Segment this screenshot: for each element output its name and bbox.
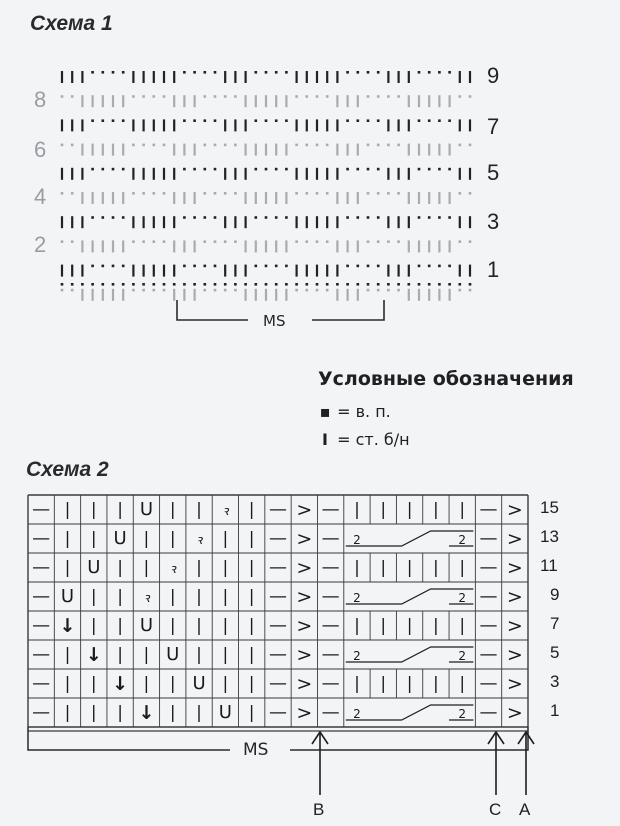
scheme2-cell: — [32,557,51,578]
scheme2-cell: | [459,615,466,636]
scheme2-cell: | [222,586,229,607]
legend-chain-symbol: ▪ [319,402,331,421]
scheme2-cell: > [506,672,523,695]
scheme2-cell: — [32,586,51,607]
legend-chain-text: = в. п. [337,402,391,421]
scheme2-cell: | [117,615,123,636]
scheme2-cell: | [117,557,123,578]
scheme2-cell: — [268,615,287,636]
scheme2-row-3: 3 [550,672,560,691]
scheme2-cell: | [64,557,71,578]
scheme2-cell: | [222,644,229,665]
scheme2-cell: 2 [353,707,361,721]
scheme2-cell: 2 [458,649,467,663]
marker-b: B [313,800,325,819]
legend-sc-text: = ст. б/н [337,430,410,449]
scheme2-cell: | [196,702,202,723]
scheme2-cell: — [268,528,287,549]
scheme1-row-5: 5 [487,160,500,185]
arrow-a [518,732,534,795]
scheme1-ms-label: MS [263,312,286,330]
scheme2-cell: | [143,557,150,578]
scheme2-cell: | [248,557,255,578]
scheme2-cell: U [87,557,101,578]
scheme2-cell: — [321,702,340,723]
scheme2-cell: | [248,673,255,694]
scheme2-cell: ↓ [138,701,155,724]
scheme2-cell: | [64,673,71,694]
scheme1-row-2: 2 [34,232,47,257]
scheme2-cell: | [196,644,202,665]
scheme2-cell: | [354,673,360,694]
scheme2-cell: > [506,701,523,724]
scheme1-row-3: 3 [487,209,500,234]
scheme2-cell: | [222,615,229,636]
scheme2-cell: | [433,673,439,694]
scheme2-cell: 2 [353,533,361,547]
scheme2-cell: | [169,702,176,723]
scheme2-cell: | [248,644,255,665]
scheme2-cell: 2 [458,591,467,605]
scheme2-cell: — [32,499,51,520]
scheme2-cell: 2 [353,649,361,663]
scheme2-cell: — [479,586,498,607]
scheme2-cell: | [117,586,123,607]
scheme2-cell: > [506,585,523,608]
scheme2-cell: | [406,615,413,636]
scheme2-cell: | [90,673,97,694]
scheme2-cell: | [248,499,255,520]
scheme2-cell: | [354,499,360,520]
scheme2-row-7: 7 [550,614,560,633]
scheme2-cable-line [346,531,474,546]
scheme2-cell: — [321,557,340,578]
scheme2-cell: | [64,702,71,723]
scheme2-cable-line [346,647,474,662]
scheme2-cell: ꝛ [195,532,203,548]
scheme2-cell: | [90,499,97,520]
scheme1-row-7: 7 [487,114,500,139]
scheme2-cell: — [321,673,340,694]
scheme2-cell: | [90,615,97,636]
scheme2-row-5: 5 [550,643,560,662]
scheme2-cell: U [139,499,153,520]
scheme2-cell: ↓ [59,614,76,637]
scheme2-cell: | [433,615,439,636]
scheme2-cell: | [90,702,97,723]
scheme2-cell: ↓ [85,643,102,666]
scheme2-cell: > [296,672,313,695]
scheme2-cell: | [143,644,150,665]
scheme2-cell: | [169,586,176,607]
scheme2-cell: > [296,701,313,724]
scheme2-cell: — [32,615,51,636]
scheme2-cell: | [406,557,413,578]
scheme2-cell: | [169,528,176,549]
scheme1-title: Схема 1 [30,12,113,35]
scheme2-cell: U [60,586,75,607]
scheme2-row-1: 1 [550,701,560,720]
scheme2-cell: > [296,556,313,579]
scheme2-cell: | [248,702,255,723]
scheme1-row-1: 1 [487,257,500,282]
scheme2-cell: | [143,673,150,694]
scheme2-cell: — [268,586,287,607]
scheme2-cell: > [296,614,313,637]
scheme2-cell: | [196,586,202,607]
arrow-c [488,732,504,795]
scheme2-cell: > [506,614,523,637]
legend-title: Условные обозначения [318,368,574,390]
scheme2-cable-lines [346,531,474,720]
scheme1-row-8: 8 [34,87,47,112]
scheme2-cell: | [196,557,202,578]
legend-sc-symbol: I [322,430,328,449]
scheme2-cell: U [192,673,206,694]
arrow-b [312,732,328,795]
scheme2-cell: | [380,673,387,694]
scheme2-cell: ꝛ [169,561,176,577]
scheme2-cell: | [433,499,439,520]
scheme2-cell: — [32,702,51,723]
scheme2-ms-label: MS [243,740,269,760]
scheme2-cell: | [380,499,387,520]
scheme2-cell: | [406,499,413,520]
scheme2-cell: > [296,585,313,608]
scheme2-row-13: 13 [540,527,559,546]
scheme2-cell: — [268,702,287,723]
scheme2-cell: | [169,499,176,520]
scheme2-cell: 2 [353,591,361,605]
scheme2-cell: | [433,557,439,578]
scheme2-cell: U [113,528,127,549]
scheme2-cell: U [166,644,180,665]
scheme2-cell: | [248,586,255,607]
scheme2-row-9: 9 [550,585,560,604]
scheme2-cell: — [479,702,498,723]
scheme2-cell: — [321,586,340,607]
scheme2-cell: ↓ [112,672,129,695]
scheme2-cell: | [354,615,360,636]
scheme1-row-9: 9 [487,63,500,88]
scheme2-cell: — [268,673,287,694]
scheme2-cell: U [218,702,232,723]
scheme2-cell: | [222,673,229,694]
scheme2-title: Схема 2 [26,458,109,481]
scheme2-cell: — [479,528,498,549]
scheme2-cell: — [479,499,498,520]
scheme2-cell: > [296,643,313,666]
scheme2-cell: | [380,557,387,578]
scheme2-row-15: 15 [540,498,559,517]
scheme2-cell: — [321,499,340,520]
scheme2-cell: | [222,557,229,578]
scheme2-cell: | [169,615,176,636]
scheme2-cell: | [248,528,255,549]
scheme2-row-11: 11 [540,556,558,575]
scheme2-cell: | [90,586,97,607]
scheme2-cell: — [479,557,498,578]
scheme2-cell: 2 [458,533,467,547]
scheme2-cable-line [346,705,474,720]
scheme2-cell: | [64,528,71,549]
scheme1-row-6: 6 [34,137,47,162]
scheme2-cell: 2 [458,707,467,721]
scheme2-cell: | [117,702,123,723]
scheme2-cell: > [506,643,523,666]
scheme2-cell: | [117,644,123,665]
scheme2-cell: | [222,528,229,549]
scheme2-cell: — [321,644,340,665]
scheme2-cell: | [248,615,255,636]
scheme2-cell: | [143,528,150,549]
scheme2-cell: | [354,557,360,578]
scheme2-cell: | [196,615,202,636]
scheme2-cell: — [268,644,287,665]
scheme2-cell: — [321,528,340,549]
scheme2-cell: | [64,644,71,665]
scheme2-cell: > [506,556,523,579]
scheme1-row-4: 4 [34,184,47,209]
scheme2-cell: ꝛ [143,590,150,606]
scheme2-cell: > [506,527,523,550]
scheme2-cell: | [459,673,466,694]
scheme2-cell: — [479,673,498,694]
scheme2-cell: | [117,499,123,520]
scheme2-cell: | [64,499,71,520]
scheme2-cell: — [32,528,51,549]
scheme2-cell: | [196,499,202,520]
scheme2-cell: > [296,498,313,521]
scheme2-cell: > [296,527,313,550]
scheme2-cell: — [32,644,51,665]
scheme2-cell: — [321,615,340,636]
scheme2-cell: > [506,498,523,521]
marker-c: C [489,800,502,819]
scheme2-cell: U [139,615,153,636]
scheme2-cell: — [32,673,51,694]
scheme2-cell: | [380,615,387,636]
scheme2-cell: ꝛ [222,503,229,519]
scheme2-cell: | [169,673,176,694]
marker-a: A [519,800,531,819]
scheme2-cell: — [268,557,287,578]
scheme2-cell: | [90,528,97,549]
scheme2-cell: | [459,499,466,520]
scheme2-cell: | [459,557,466,578]
scheme2-cell: — [479,615,498,636]
scheme2-cell: — [479,644,498,665]
scheme2-cable-line [346,589,474,604]
scheme2-cell: | [406,673,413,694]
scheme2-cell: — [268,499,287,520]
